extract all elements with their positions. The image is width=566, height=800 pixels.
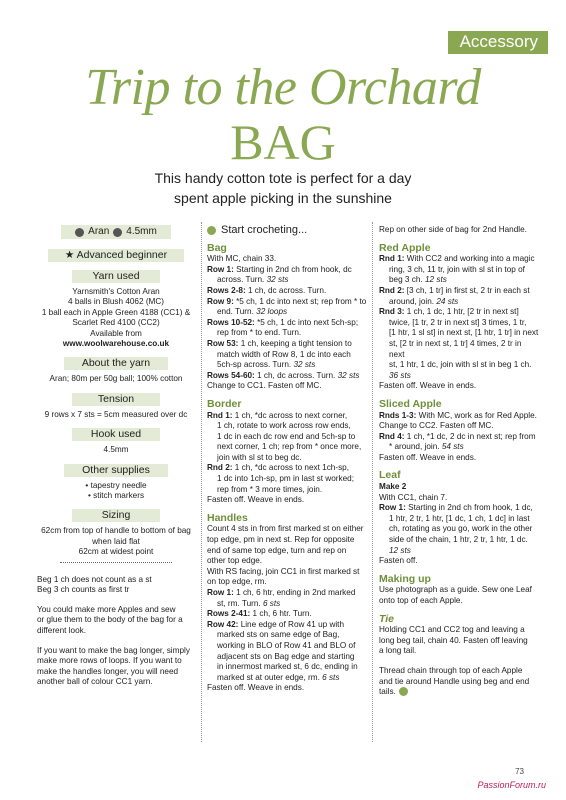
- instruction-line: [207, 588, 367, 599]
- row-label: Rnd 3:: [379, 307, 405, 317]
- instruction-text: 1 ch, 6 htr, ending in 2nd marked: [236, 588, 356, 597]
- stitch-count: 54 sts: [441, 442, 464, 452]
- yarn-weight: Aran: [88, 226, 110, 237]
- instruction-line: [207, 535, 367, 546]
- stitch-count: 32 sts: [337, 370, 360, 380]
- instruction-line: [379, 265, 539, 276]
- instruction-line: [379, 666, 539, 677]
- instruction-text: across. Turn.: [217, 275, 267, 285]
- section-heading: Tie: [379, 612, 394, 625]
- pattern-column-1: [207, 225, 367, 694]
- instruction-line: [207, 360, 367, 371]
- stitch-count: 32 sts: [293, 360, 316, 370]
- instruction-line: [379, 535, 539, 546]
- stitch-count: 32 loops: [256, 307, 288, 317]
- instruction-text: on top edge, rm.: [207, 577, 267, 587]
- section-heading: Sliced Apple: [379, 397, 442, 410]
- instruction-line: [207, 652, 367, 663]
- instruction-text: With MC, work as for Red Apple.: [418, 410, 537, 420]
- instruction-line: [379, 677, 539, 688]
- instruction-text: With CC1, chain 7.: [379, 492, 448, 502]
- page-number: 73: [515, 767, 524, 776]
- instruction-line: [207, 339, 367, 350]
- subtitle: [100, 168, 466, 208]
- instruction-line: [379, 286, 539, 297]
- sizing-line: 62cm at widest point: [78, 547, 154, 557]
- note-line: Beg 1 ch does not count as a st: [37, 574, 152, 584]
- instruction-line: [379, 442, 539, 453]
- instruction-line: [207, 453, 367, 464]
- instruction-text: twice, [1 tr, 2 tr in next st] 3 times, 1 tr,: [389, 317, 527, 327]
- instruction-text: next corner, 1 ch; rep from * once more,: [217, 442, 362, 452]
- instruction-text: marked st at outer edge, rm.: [217, 672, 323, 682]
- subtitle-line-2: spent apple picking in the sunshine: [174, 190, 392, 206]
- title-line-1: Trip to the Orchard: [85, 59, 481, 116]
- instruction-line: [207, 485, 367, 496]
- instruction-line: [379, 524, 539, 535]
- row-label: Make 2: [379, 482, 407, 492]
- instruction-line: [207, 265, 367, 276]
- instruction-line: [379, 432, 539, 443]
- section-heading: Bag: [207, 241, 227, 254]
- sizing-heading: Sizing: [72, 509, 160, 522]
- instruction-text: st, 1 htr, 1 dc, join with sl st in beg 1 ch.: [389, 360, 532, 370]
- instruction-text: Fasten off. Weave in ends.: [379, 381, 477, 391]
- row-label: Rnd 2:: [379, 285, 405, 295]
- note-paragraph: [37, 605, 195, 637]
- instruction-line: [207, 546, 367, 557]
- instruction-line: [207, 328, 367, 339]
- instruction-text: *5 ch, 1 dc into next 5ch-sp;: [257, 317, 359, 327]
- sizing-line: 62cm from top of handle to bottom of bag: [41, 526, 191, 536]
- instruction-line: [207, 495, 367, 506]
- instruction-text: 1 ch, dc across. Turn.: [247, 285, 327, 295]
- row-label: Row 42:: [207, 619, 239, 629]
- instruction-line: [207, 556, 367, 567]
- row-label: Rnds 1-3:: [379, 410, 417, 420]
- hook-used-block: [37, 445, 195, 455]
- row-label: Rows 10-52:: [207, 317, 255, 327]
- stitch-count: 12 sts: [424, 275, 447, 285]
- spacer: [379, 657, 539, 666]
- instruction-text: tails.: [379, 687, 396, 697]
- instruction-text: 1 dc in each dc row end and 5ch-sp to: [217, 431, 356, 441]
- instruction-line: [207, 297, 367, 308]
- instruction-text: match width of Row 8, 1 dc into each: [217, 349, 351, 359]
- instruction-line: [207, 318, 367, 329]
- instruction-line: [207, 673, 367, 684]
- instruction-line: [207, 609, 367, 620]
- instruction-line: [207, 371, 367, 382]
- instruction-line: [379, 493, 539, 504]
- spec-badge: [61, 225, 171, 239]
- instruction-text: working in BLO of Row 41 and BLO of: [217, 640, 356, 650]
- stitch-count: 24 sts: [436, 296, 459, 306]
- yarn-used-line: Scarlet Red 4100 (CC2): [72, 318, 160, 328]
- instruction-text: 1 ch, *dc across to next corner,: [234, 410, 348, 420]
- instruction-line: [379, 546, 539, 557]
- instruction-line: [207, 577, 367, 588]
- watermark: PassionForum.ru: [477, 780, 546, 790]
- instruction-text: side of the chain, 1 htr, 2 tr, 1 htr, 1 dc.: [389, 535, 528, 545]
- instruction-line: [207, 683, 367, 694]
- instruction-text: Count 4 sts in from first marked st on either: [207, 524, 364, 534]
- instruction-line: [379, 625, 539, 636]
- instruction-line: [207, 524, 367, 535]
- instruction-text: Fasten off. Weave in ends.: [379, 452, 477, 462]
- stitch-count: 36 sts: [389, 370, 411, 380]
- instruction-line: [379, 636, 539, 647]
- instruction-text: [3 ch, 1 tr] in first st, 2 tr in each st: [406, 285, 530, 295]
- row-label: Rows 54-60:: [207, 370, 255, 380]
- about-yarn-block: [37, 374, 195, 384]
- notes: [37, 575, 195, 688]
- instruction-text: Fasten off. Weave in ends.: [207, 495, 305, 505]
- dotted-divider: [60, 562, 172, 563]
- note-paragraph: [37, 575, 195, 596]
- end-mark-icon: [399, 687, 408, 696]
- stitch-count: 6 sts: [322, 672, 340, 682]
- instruction-line: [207, 350, 367, 361]
- instruction-text: Starting in 2nd ch from hook, dc: [236, 264, 352, 274]
- instruction-text: adjacent sts on Bag edge and starting: [217, 651, 355, 661]
- instruction-line: [379, 225, 539, 236]
- instruction-line: [207, 286, 367, 297]
- bullet-dot-icon: [207, 226, 216, 235]
- instruction-line: [379, 381, 539, 392]
- instruction-line: [379, 307, 539, 318]
- pattern-column-2: [379, 225, 539, 698]
- column-divider-2: [372, 222, 373, 742]
- instruction-line: [379, 503, 539, 514]
- instruction-line: [207, 662, 367, 673]
- section-heading: Handles: [207, 511, 248, 524]
- pattern-body: [379, 225, 539, 698]
- tension-block: [37, 410, 195, 420]
- instruction-text: marked sts on same edge of Bag,: [217, 630, 340, 640]
- instruction-text: With CC2 and working into a magic: [406, 254, 535, 264]
- instruction-line: [207, 474, 367, 485]
- instruction-text: Thread chain through top of each Apple: [379, 665, 523, 675]
- instruction-text: With MC, chain 33.: [207, 254, 277, 264]
- instruction-line: [379, 297, 539, 308]
- instruction-line: [379, 585, 539, 596]
- yarn-used-line: 4 balls in Blush 4062 (MC): [67, 297, 165, 307]
- section-heading: Making up: [379, 572, 431, 585]
- sizing-block: [37, 526, 195, 557]
- supplier-link[interactable]: www.woolwarehouse.co.uk: [62, 339, 170, 349]
- note-line: make the handles longer, you will need: [37, 666, 179, 676]
- row-label: Rnd 2:: [207, 463, 233, 473]
- section-tab: Accessory: [448, 31, 548, 54]
- instruction-text: 1 ch, *dc across to next 1ch-sp,: [234, 463, 349, 473]
- instruction-text: ring, 3 ch, 11 tr, join with sl st in top of: [389, 264, 525, 274]
- instruction-line: [379, 371, 539, 382]
- row-label: Row 1:: [207, 588, 234, 597]
- stitch-count: 6 sts: [262, 598, 281, 608]
- stitch-count: 12 sts: [389, 545, 411, 555]
- row-label: Row 1:: [379, 503, 406, 513]
- instruction-line: [207, 620, 367, 631]
- other-supplies-block: [37, 481, 195, 502]
- instruction-text: beg 3 ch.: [389, 275, 425, 285]
- instruction-text: rep from * to end. Turn.: [217, 328, 302, 338]
- note-line: make more rows of loops. If you want to: [37, 656, 182, 666]
- note-line: different look.: [37, 626, 87, 636]
- row-label: Row 1:: [207, 264, 234, 274]
- instruction-text: [1 htr, 1 sl st] in next st, [1 htr, 1 tr] in next: [389, 328, 539, 338]
- yarn-ball-icon: [75, 228, 84, 237]
- skill-level: ★ Advanced beginner: [48, 249, 184, 262]
- instruction-text: Holding CC1 and CC2 tog and leaving a: [379, 625, 525, 635]
- about-yarn-text: Aran; 80m per 50g ball; 100% cotton: [49, 374, 183, 384]
- instruction-text: and tie around Handle using beg and end: [379, 676, 530, 686]
- instruction-line: [379, 482, 539, 493]
- yarn-used-line: 1 ball each in Apple Green 4188 (CC1) &: [41, 307, 191, 317]
- start-heading-text: Start crocheting...: [221, 224, 308, 236]
- instruction-line: [207, 432, 367, 443]
- stitch-count: 32 sts: [266, 275, 289, 285]
- instruction-line: [379, 254, 539, 265]
- instruction-text: long beg tail, chain 40. Fasten off leaving: [379, 635, 528, 645]
- instruction-line: [207, 421, 367, 432]
- instruction-line: [379, 339, 539, 360]
- instruction-line: [379, 556, 539, 567]
- instruction-text: 1 dc into 1ch-sp, pm in last st worked;: [217, 474, 354, 484]
- instruction-text: join with sl st to beg dc.: [217, 452, 302, 462]
- row-label: Rows 2-8:: [207, 285, 246, 295]
- instruction-text: end of same top edge, turn and rep on: [207, 545, 347, 555]
- sizing-line: when laid flat: [92, 536, 140, 546]
- instruction-line: [379, 421, 539, 432]
- start-heading: [207, 225, 367, 236]
- yarn-used-heading: Yarn used: [72, 270, 160, 283]
- instruction-line: [379, 687, 539, 698]
- instruction-text: around, join.: [389, 296, 437, 306]
- instruction-line: [207, 442, 367, 453]
- yarn-used-block: [37, 287, 195, 349]
- instruction-text: st, [2 tr in next st, 1 tr] 4 times, 2 tr in next: [389, 338, 522, 359]
- row-label: Rnd 4:: [379, 431, 405, 441]
- skill-level-text: Advanced beginner: [76, 249, 168, 261]
- other-supplies-heading: Other supplies: [64, 464, 168, 477]
- section-heading: Red Apple: [379, 241, 431, 254]
- note-line: If you want to make the bag longer, simply: [37, 645, 190, 655]
- instruction-text: 1 htr, 2 tr, 1 htr, [1 dc, 1 ch, 1 dc] in last: [389, 513, 530, 523]
- column-divider-1: [201, 222, 202, 742]
- row-label: Row 53:: [207, 338, 239, 348]
- row-label: Row 9:: [207, 296, 234, 306]
- instruction-text: end. Turn.: [217, 307, 257, 317]
- instruction-text: other top edge.: [207, 556, 263, 566]
- instruction-text: in innermost marked st, 6 dc, ending in: [217, 662, 358, 672]
- instruction-line: [207, 381, 367, 392]
- note-line: or glue them to the body of the bag for a: [37, 615, 183, 625]
- section-heading: Border: [207, 397, 242, 410]
- instruction-text: *5 ch, 1 dc into next st; rep from * to: [236, 296, 367, 306]
- instruction-line: [207, 567, 367, 578]
- instruction-text: Use photograph as a guide. Sew one Leaf: [379, 585, 532, 595]
- hook-icon: [113, 228, 122, 237]
- yarn-used-line: Available from: [90, 328, 142, 338]
- instruction-text: 1 ch, dc across. Turn.: [257, 370, 338, 380]
- note-line: You could make more Apples and sew: [37, 604, 176, 614]
- instruction-text: Change to CC2. Fasten off MC.: [379, 421, 494, 431]
- instruction-text: onto top of each Apple.: [379, 596, 463, 605]
- instruction-text: Change to CC1. Fasten off MC.: [207, 381, 322, 391]
- row-label: Rnd 1:: [379, 254, 405, 264]
- instruction-text: 1 ch, keeping a tight tension to: [240, 338, 352, 348]
- hook-used-text: 4.5mm: [103, 445, 129, 455]
- instruction-text: Fasten off. Weave in ends.: [207, 683, 305, 693]
- instruction-text: a long tail.: [379, 646, 417, 656]
- tension-text: 9 rows x 7 sts = 5cm measured over dc: [44, 409, 188, 419]
- yarn-used-line: Yarnsmith's Cotton Aran: [72, 287, 160, 296]
- instruction-line: [379, 596, 539, 607]
- instruction-line: [379, 275, 539, 286]
- instruction-text: Line edge of Row 41 up with: [240, 619, 345, 629]
- instruction-line: [207, 275, 367, 286]
- instruction-line: [207, 630, 367, 641]
- instruction-line: [379, 514, 539, 525]
- instruction-text: rep from * 3 more times, join.: [217, 484, 323, 494]
- about-yarn-heading: About the yarn: [64, 357, 168, 370]
- instruction-text: top edge, pm in next st. Rep for opposite: [207, 535, 355, 545]
- instruction-text: 5ch-sp across. Turn.: [217, 360, 294, 370]
- instruction-text: * around, join.: [389, 442, 442, 452]
- instruction-line: [379, 360, 539, 371]
- instruction-text: With RS facing, join CC1 in first marked st: [207, 566, 360, 576]
- instruction-line: [207, 599, 367, 610]
- note-paragraph: [37, 646, 195, 688]
- instruction-text: 1 ch, *1 dc, 2 dc in next st; rep from: [406, 431, 536, 441]
- instruction-line: [379, 328, 539, 339]
- row-label: Rows 2-41:: [207, 609, 251, 619]
- instruction-text: Starting in 2nd ch from hook, 1 dc,: [408, 503, 533, 513]
- instruction-line: [207, 641, 367, 652]
- instruction-text: 1 ch, rotate to work across row ends,: [217, 421, 351, 431]
- instruction-text: 1 ch, 6 htr. Turn.: [252, 609, 312, 619]
- info-column: [37, 225, 195, 697]
- title-line-2: BAG: [230, 114, 336, 170]
- instruction-line: [207, 463, 367, 474]
- pattern-body: [207, 243, 367, 694]
- note-line: another ball of colour CC1 yarn.: [37, 677, 153, 687]
- instruction-text: 1 ch, 1 dc, 1 htr, [2 tr in next st]: [406, 307, 519, 317]
- instruction-text: Rep on other side of bag for 2nd Handle.: [379, 225, 527, 234]
- instruction-line: [379, 646, 539, 657]
- note-line: Beg 3 ch counts as first tr: [37, 585, 130, 595]
- instruction-line: [379, 411, 539, 422]
- tension-heading: Tension: [72, 393, 160, 406]
- instruction-text: Fasten off.: [379, 556, 418, 566]
- hook-used-heading: Hook used: [72, 428, 160, 441]
- instruction-line: [207, 254, 367, 265]
- supply-item: • tapestry needle: [85, 480, 147, 490]
- hook-size: 4.5mm: [126, 226, 157, 237]
- section-heading: Leaf: [379, 469, 401, 482]
- instruction-line: [207, 411, 367, 422]
- instruction-text: ch, rotating as you go, work in the other: [389, 524, 533, 534]
- instruction-line: [379, 318, 539, 329]
- row-label: Rnd 1:: [207, 410, 233, 420]
- supply-item: • stitch markers: [87, 491, 145, 501]
- instruction-line: [207, 307, 367, 318]
- instruction-line: [379, 453, 539, 464]
- subtitle-line-1: This handy cotton tote is perfect for a day: [154, 170, 412, 186]
- instruction-text: st, rm. Turn.: [217, 598, 263, 608]
